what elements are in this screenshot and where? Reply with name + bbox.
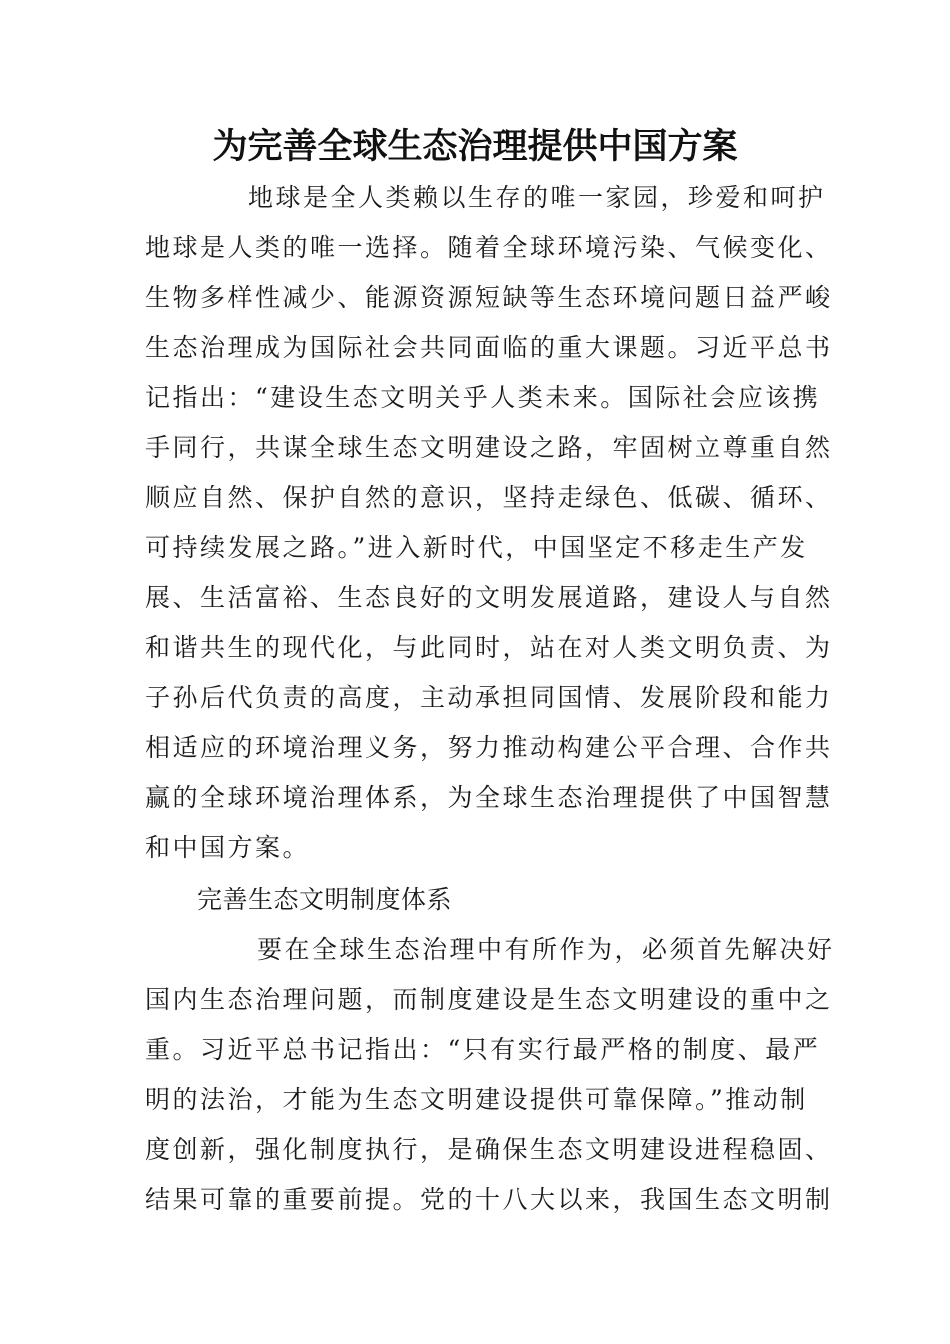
- paragraph-line: 重。习近平总书记指出：“只有实行最严格的制度、最严: [145, 1035, 821, 1064]
- paragraph-line: 国内生态治理问题，而制度建设是生态文明建设的重中之: [145, 985, 833, 1014]
- section-heading: 完善生态文明制度体系: [197, 885, 453, 914]
- document-title: 为完善全球生态治理提供中国方案: [212, 126, 738, 167]
- paragraph-line: 生态治理成为国际社会共同面临的重大课题。习近平总书: [145, 333, 833, 362]
- paragraph-line: 展、生活富裕、生态良好的文明发展道路，建设人与自然: [145, 583, 833, 612]
- paragraph-line: 子孙后代负责的高度，主动承担同国情、发展阶段和能力: [145, 683, 833, 712]
- paragraph-line: 和中国方案。: [145, 833, 311, 862]
- paragraph-line: 赢的全球环境治理体系，为全球生态治理提供了中国智慧: [145, 783, 833, 812]
- paragraph-line: 顺应自然、保护自然的意识，坚持走绿色、低碳、循环、: [145, 483, 833, 512]
- paragraph-line: 明的法治，才能为生态文明建设提供可靠保障。”推动制: [145, 1085, 808, 1114]
- paragraph-line: 和谐共生的现代化，与此同时，站在对人类文明负责、为: [145, 633, 833, 662]
- paragraph-line: 地球是全人类赖以生存的唯一家园，珍爱和呵护: [248, 183, 826, 212]
- paragraph-line: 生物多样性减少、能源资源短缺等生态环境问题日益严峻: [145, 283, 833, 312]
- paragraph-line: 结果可靠的重要前提。党的十八大以来，我国生态文明制: [145, 1185, 833, 1214]
- paragraph-line: 度创新，强化制度执行，是确保生态文明建设进程稳固、: [145, 1135, 833, 1164]
- paragraph-line: 手同行，共谋全球生态文明建设之路，牢固树立尊重自然: [145, 433, 833, 462]
- paragraph-line: 相适应的环境治理义务，努力推动构建公平合理、合作共: [145, 733, 833, 762]
- paragraph-line: 地球是人类的唯一选择。随着全球环境污染、气候变化、: [145, 233, 833, 262]
- paragraph-line: 记指出：“建设生态文明关乎人类未来。国际社会应该携: [145, 383, 821, 412]
- paragraph-line: 可持续发展之路。”进入新时代，中国坚定不移走生产发: [145, 533, 808, 562]
- paragraph-line: 要在全球生态治理中有所作为，必须首先解决好: [257, 935, 835, 964]
